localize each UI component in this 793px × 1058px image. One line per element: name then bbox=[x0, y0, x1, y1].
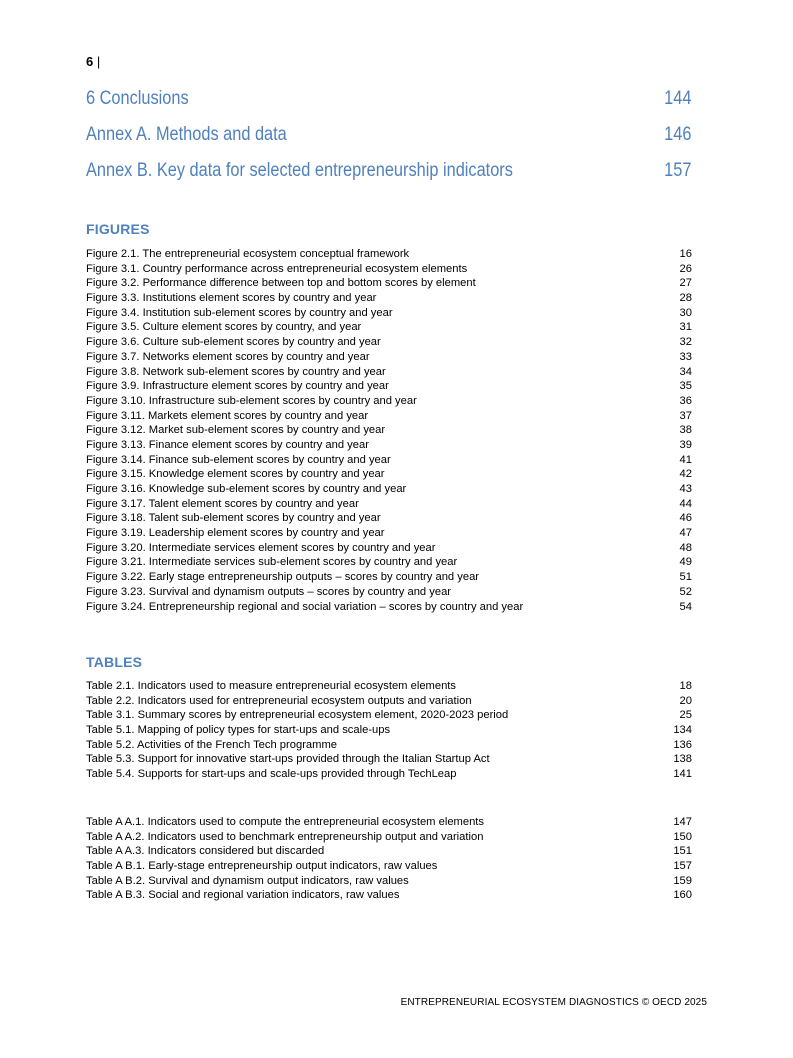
figure-entry-label: Figure 3.11. Markets element scores by country and year bbox=[86, 409, 369, 422]
annex-table-entry-label: Table A A.3. Indicators considered but discarded bbox=[86, 845, 325, 858]
figure-entry[interactable] bbox=[86, 511, 692, 526]
figure-entry[interactable] bbox=[86, 247, 692, 262]
annex-table-entry-page: 151 bbox=[673, 845, 692, 858]
toc-chapter-page: 146 bbox=[664, 124, 692, 145]
annex-table-entry[interactable] bbox=[86, 830, 692, 845]
figure-entry-page: 48 bbox=[679, 541, 692, 554]
figure-entry-page: 42 bbox=[679, 468, 692, 481]
figure-entry-page: 30 bbox=[679, 306, 692, 319]
figure-entry[interactable] bbox=[86, 365, 692, 380]
annex-table-entry-label: Table A B.1. Early-stage entrepreneurship output indicators, raw values bbox=[86, 860, 438, 873]
figure-entry[interactable] bbox=[86, 585, 692, 600]
figure-entry-label: Figure 3.1. Country performance across entrepreneurial ecosystem elements bbox=[86, 262, 468, 275]
annex-table-entry[interactable] bbox=[86, 888, 692, 903]
figure-entry-page: 36 bbox=[679, 394, 692, 407]
figure-entry-page: 38 bbox=[679, 424, 692, 437]
tables-heading: TABLES bbox=[86, 654, 143, 670]
annex-table-entry-page: 157 bbox=[673, 860, 692, 873]
annex-table-entry-label: Table A A.2. Indicators used to benchmark entrepreneurship output and variation bbox=[86, 830, 484, 843]
figure-entry[interactable] bbox=[86, 555, 692, 570]
table-entry-label: Table 3.1. Summary scores by entrepreneurial ecosystem element, 2020-2023 period bbox=[86, 709, 509, 722]
annex-table-entry-label: Table A A.1. Indicators used to compute the entrepreneurial ecosystem elements bbox=[86, 816, 485, 828]
figure-entry[interactable] bbox=[86, 438, 692, 453]
table-entry-label: Table 5.2. Activities of the French Tech programme bbox=[86, 738, 338, 751]
figure-entry-label: Figure 3.21. Intermediate services sub-element scores by country and year bbox=[86, 556, 458, 569]
header-separator: | bbox=[96, 54, 101, 69]
figure-entry[interactable] bbox=[86, 467, 692, 482]
figure-entry-page: 44 bbox=[679, 497, 692, 510]
figure-entry-label: Figure 3.2. Performance difference between top and bottom scores by element bbox=[86, 277, 476, 290]
toc-chapter-entry[interactable] bbox=[86, 124, 691, 160]
figure-entry[interactable] bbox=[86, 306, 692, 321]
figure-entry-page: 49 bbox=[679, 556, 692, 569]
figure-entry-label: Figure 3.7. Networks element scores by country and year bbox=[86, 350, 370, 363]
figure-entry-page: 26 bbox=[679, 262, 692, 275]
figure-entry-page: 37 bbox=[679, 409, 692, 422]
figure-entry-page: 39 bbox=[679, 438, 692, 451]
figure-entry[interactable] bbox=[86, 423, 692, 438]
figure-entry-page: 16 bbox=[679, 248, 692, 260]
table-entry-page: 25 bbox=[679, 709, 692, 722]
annex-table-entry-label: Table A B.3. Social and regional variation indicators, raw values bbox=[86, 889, 400, 902]
figure-entry-label: Figure 3.17. Talent element scores by country and year bbox=[86, 497, 359, 510]
tables-list bbox=[86, 679, 692, 782]
figure-entry-label: Figure 2.1. The entrepreneurial ecosystem conceptual framework bbox=[86, 248, 410, 260]
table-entry-page: 141 bbox=[673, 768, 692, 781]
figure-entry[interactable] bbox=[86, 262, 692, 277]
figure-entry-page: 34 bbox=[679, 365, 692, 378]
figure-entry[interactable] bbox=[86, 453, 692, 468]
figure-entry-page: 27 bbox=[679, 277, 692, 290]
figure-entry-label: Figure 3.24. Entrepreneurship regional and social variation – scores by country and year bbox=[86, 600, 524, 613]
figure-entry-page: 54 bbox=[679, 600, 692, 613]
figure-entry-label: Figure 3.3. Institutions element scores by country and year bbox=[86, 292, 377, 305]
table-entry[interactable] bbox=[86, 708, 692, 723]
chapter-list bbox=[86, 88, 692, 196]
table-entry[interactable] bbox=[86, 738, 692, 753]
annex-table-entry[interactable] bbox=[86, 874, 692, 889]
table-entry[interactable] bbox=[86, 694, 692, 709]
figures-heading: FIGURES bbox=[86, 221, 150, 237]
figure-entry[interactable] bbox=[86, 541, 692, 556]
table-entry-page: 136 bbox=[673, 738, 692, 751]
figure-entry[interactable] bbox=[86, 320, 692, 335]
figure-entry-page: 41 bbox=[679, 453, 692, 466]
table-entry-page: 18 bbox=[679, 680, 692, 692]
annex-table-entry-label: Table A B.2. Survival and dynamism output indicators, raw values bbox=[86, 874, 409, 887]
figure-entry-page: 31 bbox=[679, 321, 692, 334]
annex-table-entry-page: 160 bbox=[673, 889, 692, 902]
toc-chapter-title: Annex B. Key data for selected entrepreneurship indicators bbox=[86, 160, 513, 181]
table-entry[interactable] bbox=[86, 752, 692, 767]
annex-table-entry[interactable] bbox=[86, 815, 692, 830]
figure-entry-label: Figure 3.22. Early stage entrepreneurship outputs – scores by country and year bbox=[86, 571, 480, 584]
figure-entry-label: Figure 3.8. Network sub-element scores by country and year bbox=[86, 365, 386, 378]
page-header bbox=[86, 54, 100, 69]
table-entry-label: Table 5.3. Support for innovative start-ups provided through the Italian Startup Act bbox=[86, 753, 490, 766]
figure-entry-label: Figure 3.12. Market sub-element scores by country and year bbox=[86, 424, 386, 437]
figure-entry[interactable] bbox=[86, 600, 692, 615]
figure-entry-page: 43 bbox=[679, 483, 692, 495]
table-entry-label: Table 5.4. Supports for start-ups and scale-ups provided through TechLeap bbox=[86, 768, 457, 781]
page-footer: ENTREPRENEURIAL ECOSYSTEM DIAGNOSTICS © OECD 2025 bbox=[400, 997, 707, 1008]
table-entry[interactable] bbox=[86, 767, 692, 782]
figure-entry-label: Figure 3.19. Leadership element scores by country and year bbox=[86, 527, 385, 540]
figure-entry[interactable] bbox=[86, 276, 692, 291]
figure-entry-label: Figure 3.6. Culture sub-element scores by country and year bbox=[86, 336, 381, 349]
page-number: 6 bbox=[86, 54, 94, 69]
toc-chapter-entry[interactable] bbox=[86, 88, 691, 124]
figure-entry-label: Figure 3.13. Finance element scores by country and year bbox=[86, 438, 369, 451]
figure-entry-label: Figure 3.9. Infrastructure element scores by country and year bbox=[86, 380, 389, 393]
figure-entry-label: Figure 3.16. Knowledge sub-element scores by country and year bbox=[86, 483, 407, 495]
toc-chapter-title: 6 Conclusions bbox=[86, 88, 189, 109]
annex-tables-list bbox=[86, 815, 692, 903]
table-entry-page: 138 bbox=[673, 753, 692, 766]
figure-entry-page: 33 bbox=[679, 350, 692, 363]
figure-entry-label: Figure 3.5. Culture element scores by country, and year bbox=[86, 321, 362, 334]
toc-chapter-page: 144 bbox=[664, 88, 692, 109]
figure-entry-label: Figure 3.10. Infrastructure sub-element scores by country and year bbox=[86, 394, 417, 407]
figure-entry-page: 35 bbox=[679, 380, 692, 393]
figure-entry-label: Figure 3.20. Intermediate services element scores by country and year bbox=[86, 541, 436, 554]
figure-entry-label: Figure 3.14. Finance sub-element scores by country and year bbox=[86, 453, 391, 466]
table-entry-page: 20 bbox=[679, 694, 692, 707]
figure-entry-label: Figure 3.18. Talent sub-element scores by country and year bbox=[86, 512, 381, 525]
figure-entry[interactable] bbox=[86, 291, 692, 306]
figure-entry-page: 47 bbox=[679, 527, 692, 540]
annex-table-entry-page: 150 bbox=[673, 830, 692, 843]
figure-entry[interactable] bbox=[86, 394, 692, 409]
figure-entry-page: 46 bbox=[679, 512, 692, 525]
figure-entry-page: 51 bbox=[679, 571, 692, 584]
figure-entry-label: Figure 3.4. Institution sub-element scores by country and year bbox=[86, 306, 393, 319]
table-entry[interactable] bbox=[86, 723, 692, 738]
figure-entry[interactable] bbox=[86, 570, 692, 585]
figure-entry[interactable] bbox=[86, 409, 692, 424]
table-entry-page: 134 bbox=[673, 724, 692, 737]
toc-chapter-title: Annex A. Methods and data bbox=[86, 124, 287, 145]
figure-entry[interactable] bbox=[86, 497, 692, 512]
figure-entry[interactable] bbox=[86, 482, 692, 497]
toc-chapter-entry[interactable] bbox=[86, 160, 691, 196]
figure-entry[interactable] bbox=[86, 379, 692, 394]
figure-entry[interactable] bbox=[86, 526, 692, 541]
table-entry-label: Table 5.1. Mapping of policy types for start-ups and scale-ups bbox=[86, 724, 391, 737]
figure-entry[interactable] bbox=[86, 350, 692, 365]
figure-entry-label: Figure 3.23. Survival and dynamism outputs – scores by country and year bbox=[86, 585, 452, 598]
figure-entry[interactable] bbox=[86, 335, 692, 350]
figure-entry-page: 32 bbox=[679, 336, 692, 349]
annex-table-entry[interactable] bbox=[86, 859, 692, 874]
annex-table-entry[interactable] bbox=[86, 844, 692, 859]
figure-entry-page: 52 bbox=[679, 585, 692, 598]
annex-table-entry-page: 147 bbox=[673, 816, 692, 828]
figures-list bbox=[86, 247, 692, 614]
figure-entry-label: Figure 3.15. Knowledge element scores by country and year bbox=[86, 468, 385, 481]
figure-entry-page: 28 bbox=[679, 292, 692, 305]
annex-table-entry-page: 159 bbox=[673, 874, 692, 887]
table-entry-label: Table 2.2. Indicators used for entrepreneurial ecosystem outputs and variation bbox=[86, 694, 472, 707]
table-entry[interactable] bbox=[86, 679, 692, 694]
toc-chapter-page: 157 bbox=[664, 160, 692, 181]
table-entry-label: Table 2.1. Indicators used to measure entrepreneurial ecosystem elements bbox=[86, 680, 457, 692]
